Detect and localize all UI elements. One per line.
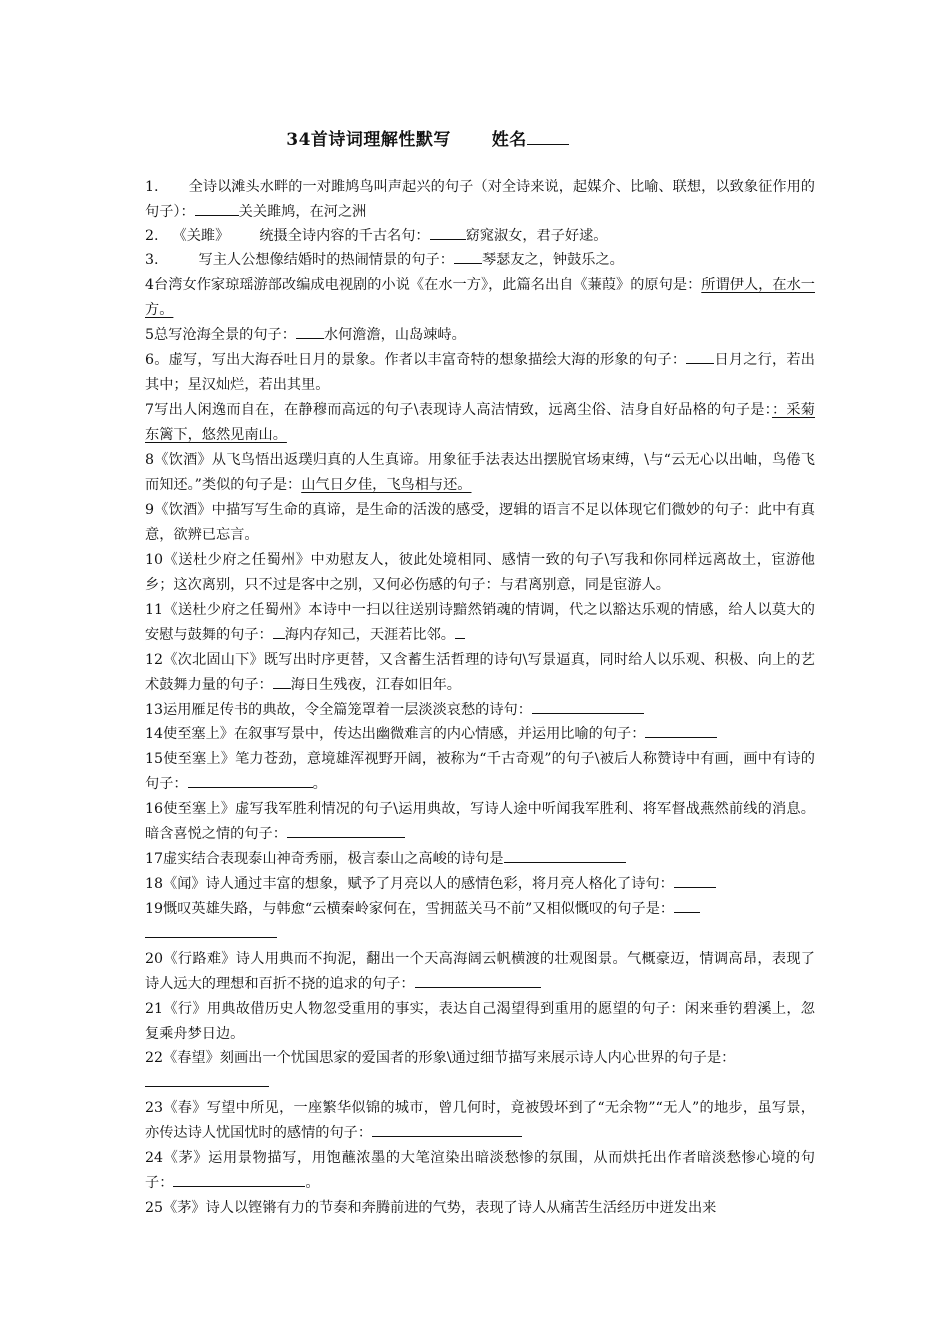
name-label: 姓名	[491, 130, 527, 150]
answer-blank[interactable]	[273, 623, 285, 639]
answer-text: 此中有真意，欲辨已忘言。	[145, 502, 815, 543]
answer-text: 窈窕淑女，君子好逑。	[465, 228, 608, 244]
question-14: 14使至塞上》在叙事写景中，传达出幽微难言的内心情感，并运用比喻的句子：	[145, 722, 815, 747]
title-text: 34首诗词理解性默写	[286, 130, 451, 150]
question-6: 6。虚写，写出大海吞吐日月的景象。作者以丰富奇特的想象描绘大海的形象的句子： 日月之行，若出其中；星汉灿烂，若出其里。	[145, 348, 815, 397]
answer-text: ：采菊东篱下，悠然见南山。	[145, 402, 815, 443]
question-10: 10《送杜少府之任蜀州》中劝慰友人，彼此处境相同、感情一致的句子\写我和你同样远离故土，宦游他乡；这次离别，只不过是客中之别，又何必伤感的句子：与君离别意，同是宦游人。	[145, 552, 815, 593]
question-23: 23《春》写望中所见，一座繁华似锦的城市，曾几何时，竟被毁坏到了“无余物”“无人”的地步，虽写景，亦传达诗人忧国忧时的感情的句子：	[145, 1100, 815, 1141]
answer-text: 与君离别意，同是宦游人。	[499, 576, 670, 593]
question-4: 4台湾女作家琼瑶游部改编成电视剧的小说《在水一方》，此篇名出自《蒹葭》的原句是：所谓伊人，在水一方。	[145, 277, 815, 318]
question-2: 2. 《关雎》 统摄全诗内容的千古名句： 窈窕淑女，君子好逑。	[145, 224, 815, 249]
answer-blank[interactable]	[287, 822, 405, 838]
question-22: 22《春望》刻画出一个忧国思家的爱国者的形象\通过细节描写来展示诗人内心世界的句子是：	[145, 1046, 815, 1095]
answer-text: 关关雎鸠，在河之洲	[238, 203, 367, 220]
answer-text: 山气日夕佳，飞鸟相与还。	[301, 476, 472, 493]
question-8: 8《饮酒》从飞鸟悟出返璞归真的人生真谛。用象征手法表达出摆脱官场束缚，\与“云无心以出岫，鸟倦飞而知还。”类似的句子是：山气日夕佳，飞鸟相与还。	[145, 452, 815, 493]
question-13: 13运用雁足传书的典故，令全篇笼罩着一层淡淡哀愁的诗句：	[145, 698, 815, 723]
answer-blank[interactable]	[273, 673, 291, 689]
answer-blank[interactable]	[454, 248, 482, 264]
answer-text: 海内存知己，天涯若比邻。	[284, 626, 455, 643]
answer-blank-line[interactable]	[145, 922, 277, 938]
question-20: 20《行路难》诗人用典而不拘泥，翻出一个天高海阔云帆横渡的壮观图景。气概豪迈，情调高昂，表现了诗人远大的理想和百折不挠的追求的句子：	[145, 951, 815, 992]
question-3: 3. 写主人公想像结婚时的热闹情景的句子： 琴瑟友之，钟鼓乐之。	[145, 248, 815, 273]
answer-blank[interactable]	[674, 897, 700, 913]
question-25: 25《茅》诗人以铿锵有力的节奏和奔腾前进的气势，表现了诗人从痛苦生活经历中迸发出来	[145, 1200, 717, 1216]
name-blank[interactable]	[527, 128, 569, 145]
answer-text: 日月之行，若出其中；星汉灿烂，若出其里。	[145, 352, 815, 393]
answer-text: 水何澹澹，山岛竦峙。	[323, 327, 466, 343]
answer-blank[interactable]	[504, 847, 626, 863]
answer-text: 闲来垂钓碧溪上，忽复乘舟梦日边。	[145, 1001, 815, 1042]
answer-text: 琴瑟友之，钟鼓乐之。	[481, 252, 624, 268]
question-5: 5总写沧海全景的句子： 水何澹澹，山岛竦峙。	[145, 323, 815, 348]
question-9: 9《饮酒》中描写写生命的真谛，是生命的活泼的感受，逻辑的语言不足以体现它们微妙的句子：此中有真意，欲辨已忘言。	[145, 502, 815, 543]
question-17: 17虚实结合表现泰山神奇秀丽，极言泰山之高峻的诗句是	[145, 847, 815, 872]
question-1: 1. 全诗以滩头水畔的一对雎鸠鸟叫声起兴的句子（对全诗来说，起媒介、比喻、联想，以致象征作用的句子）： 关关雎鸠，在河之洲	[145, 179, 815, 220]
question-21: 21《行》用典故借历史人物忽受重用的事实，表达自己渴望得到重用的愿望的句子：闲来垂钓碧溪上，忽复乘舟梦日边。	[145, 1001, 815, 1042]
question-19: 19慨叹英雄失路，与韩愈“云横秦岭家何在，雪拥蓝关马不前”又相似慨叹的句子是：	[145, 897, 815, 946]
question-18: 18《闻》诗人通过丰富的想象，赋予了月亮以人的感情色彩，将月亮人格化了诗句：	[145, 872, 815, 897]
question-15: 15使至塞上》笔力苍劲，意境雄浑视野开阔，被称为“千古奇观”的句子\被后人称赞诗中有画，画中有诗的句子： 。	[145, 751, 815, 792]
question-12: 12《次北固山下》既写出时序更替，又含蓄生活哲理的诗句\写景逼真，同时给人以乐观、积极、向上的艺术鼓舞力量的句子： 海日生残夜，江春如旧年。	[145, 652, 815, 693]
answer-text: 所谓伊人，在水一方。	[145, 277, 815, 318]
answer-text: 海日生残夜，江春如旧年。	[290, 676, 461, 693]
answer-blank[interactable]	[415, 972, 541, 988]
answer-blank-line[interactable]	[145, 1071, 269, 1087]
answer-blank[interactable]	[296, 323, 324, 339]
answer-blank[interactable]	[372, 1121, 522, 1137]
answer-blank[interactable]	[195, 200, 239, 216]
answer-blank[interactable]	[686, 348, 714, 364]
page-title	[0, 125, 855, 150]
answer-blank[interactable]	[532, 698, 644, 714]
answer-blank[interactable]	[674, 872, 716, 888]
answer-blank[interactable]	[645, 722, 717, 738]
question-7: 7写出人闲逸而自在，在静穆而高远的句子\表现诗人高洁情致，远离尘俗、洁身自好品格的句子是：：采菊东篱下，悠然见南山。	[145, 402, 815, 443]
answer-blank[interactable]	[188, 772, 313, 788]
question-16: 16使至塞上》虚写我军胜利情况的句子\运用典故，写诗人途中听闻我军胜利、将军督战燕然前线的消息。暗含喜悦之情的句子：	[145, 801, 815, 842]
answer-blank[interactable]	[430, 224, 466, 240]
question-24: 24《茅》运用景物描写，用饱蘸浓墨的大笔渲染出暗淡愁惨的氛围，从而烘托出作者暗淡愁惨心境的句子： 。	[145, 1150, 815, 1191]
question-11: 11《送杜少府之任蜀州》本诗中一扫以往送别诗黯然销魂的情调，代之以豁达乐观的情感，给人以莫大的安慰与鼓舞的句子： 海内存知己，天涯若比邻。	[145, 602, 815, 643]
answer-blank[interactable]	[173, 1171, 305, 1187]
